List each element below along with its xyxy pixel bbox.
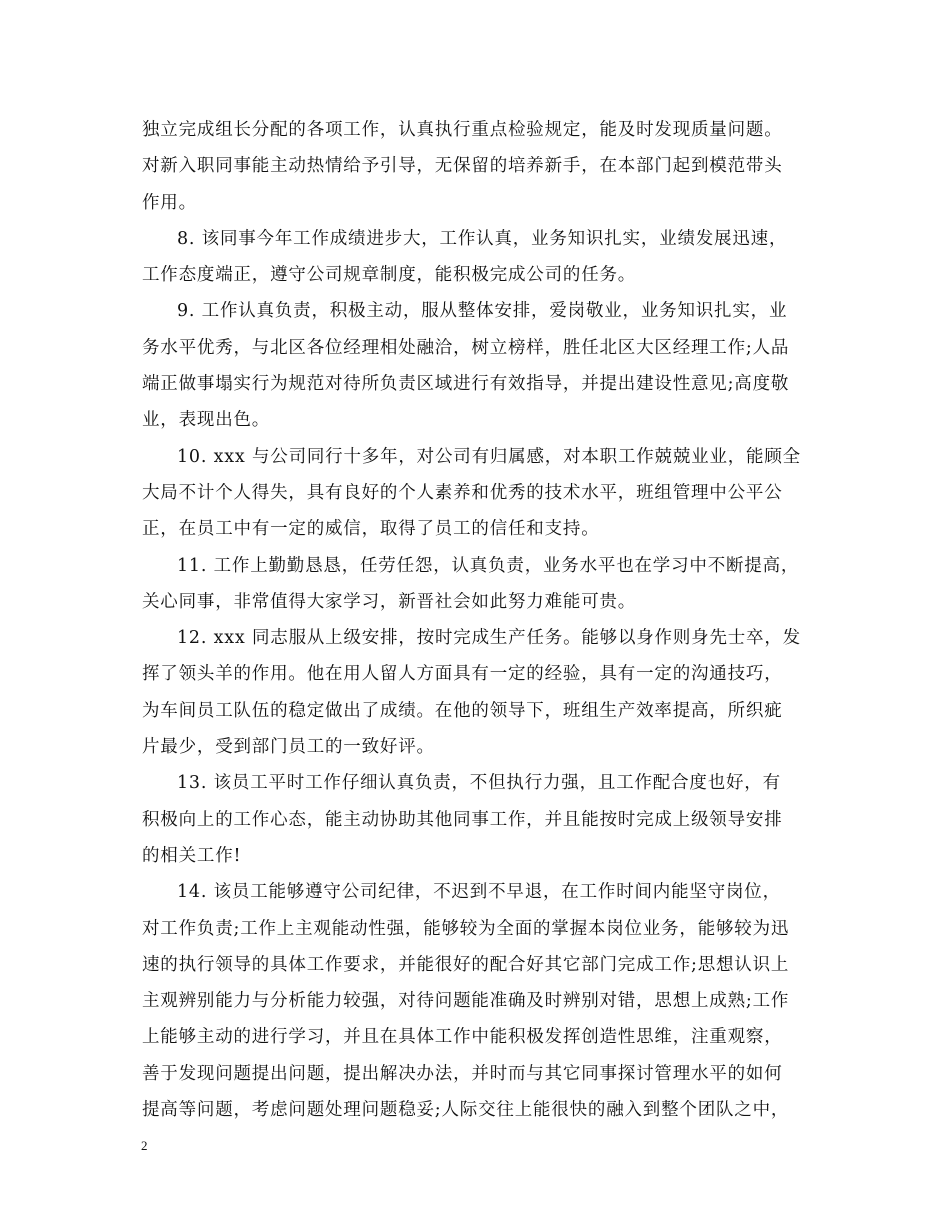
text-line: 提高等问题，考虑问题处理问题稳妥;人际交往上能很快的融入到整个团队之中，	[142, 1100, 790, 1121]
text-line: 积极向上的工作心态，能主动协助其他同事工作，并且能按时完成上级领导安排	[142, 809, 783, 830]
document-body	[142, 112, 824, 1128]
text-line: 8. 该同事今年工作成绩进步大，工作认真，业务知识扎实，业绩发展迅速，	[177, 228, 788, 249]
text-line: 13. 该员工平时工作仔细认真负责，不但执行力强，且工作配合度也好，有	[177, 773, 781, 794]
paragraph-continued	[142, 112, 824, 221]
paragraph-8	[142, 221, 824, 294]
paragraph-11	[142, 548, 824, 621]
paragraph-12	[142, 620, 824, 765]
text-line: 速的执行领导的具体工作要求，并能很好的配合好其它部门完成工作;思想认识上	[142, 954, 790, 975]
text-line: 对新入职同事能主动热情给予引导，无保留的培养新手，在本部门起到模范带头	[142, 156, 783, 177]
page-number: 2	[141, 1138, 148, 1153]
text-line: 9. 工作认真负责，积极主动，服从整体安排，爱岗敬业，业务知识扎实，业	[177, 301, 788, 322]
text-line: 端正做事塌实行为规范对待所负责区域进行有效指导，并提出建设性意见;高度敬	[142, 374, 790, 395]
text-line: 善于发现问题提出问题，提出解决办法，并时而与其它同事探讨管理水平的如何	[142, 1063, 783, 1084]
text-line: 为车间员工队伍的稳定做出了成绩。在他的领导下，班组生产效率提高，所织疵	[142, 700, 783, 721]
paragraph-14	[142, 874, 824, 1128]
text-line: 挥了领头羊的作用。他在用人留人方面具有一定的经验，具有一定的沟通技巧，	[142, 664, 783, 685]
text-line: 关心同事，非常值得大家学习，新晋社会如此努力难能可贵。	[142, 591, 637, 612]
text-line: 工作态度端正，遵守公司规章制度，能积极完成公司的任务。	[142, 265, 637, 286]
text-line: 14. 该员工能够遵守公司纪律，不迟到不早退，在工作时间内能坚守岗位，	[177, 882, 781, 903]
text-line: 大局不计个人得失，具有良好的个人素养和优秀的技术水平，班组管理中公平公	[142, 482, 783, 503]
text-line: 对工作负责;工作上主观能动性强，能够较为全面的掌握本岗位业务，能够较为迅	[142, 918, 790, 939]
text-line: 12. xxx 同志服从上级安排，按时完成生产任务。能够以身作则身先士卒，发	[177, 628, 801, 649]
text-line: 务水平优秀，与北区各位经理相处融洽，树立榜样，胜任北区大区经理工作;人品	[142, 337, 790, 358]
text-line: 作用。	[142, 192, 197, 213]
text-line: 主观辨别能力与分析能力较强，对待问题能准确及时辨别对错，思想上成熟;工作	[142, 991, 790, 1012]
text-line: 的相关工作!	[142, 845, 242, 866]
text-line: 上能够主动的进行学习，并且在具体工作中能积极发挥创造性思维，注重观察，	[142, 1027, 783, 1048]
text-line: 11. 工作上勤勤恳恳，任劳任怨，认真负责，业务水平也在学习中不断提高，	[177, 555, 800, 576]
text-line: 独立完成组长分配的各项工作，认真执行重点检验规定，能及时发现质量问题。	[142, 120, 783, 140]
text-line: 片最少，受到部门员工的一致好评。	[142, 737, 435, 758]
text-line: 10. xxx 与公司同行十多年，对公司有归属感，对本职工作兢兢业业，能顾全	[177, 446, 801, 467]
text-line: 正，在员工中有一定的威信，取得了员工的信任和支持。	[142, 519, 600, 540]
paragraph-13	[142, 765, 824, 874]
paragraph-9	[142, 293, 824, 438]
paragraph-10	[142, 439, 824, 548]
text-line: 业，表现出色。	[142, 410, 271, 431]
